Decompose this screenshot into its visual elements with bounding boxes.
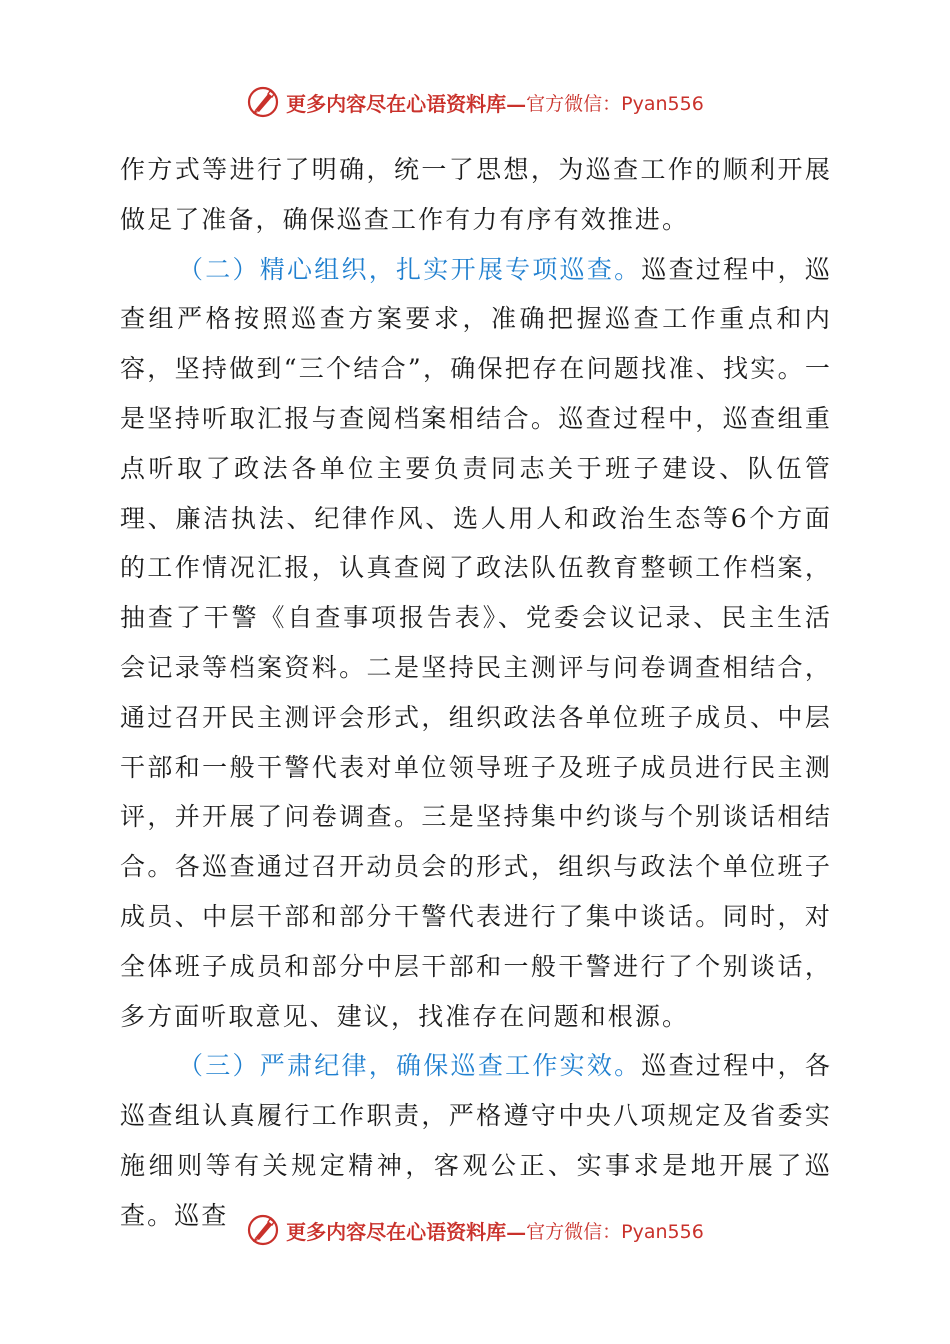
footer-banner-wechat: 官方微信：Pyan556: [526, 1220, 704, 1243]
paragraph-2: [120, 245, 832, 1042]
header-banner-wechat: 官方微信：Pyan556: [526, 92, 704, 115]
header-banner: [0, 82, 950, 122]
section-heading-3: （三）严肃纪律，确保巡查工作实效。: [178, 1051, 642, 1081]
paragraph-1: 作方式等进行了明确，统一了思想，为巡查工作的顺利开展做足了准备，确保巡查工作有力有序有效推进。: [120, 155, 832, 234]
footer-banner-text: [286, 1216, 704, 1245]
pen-logo-icon: [246, 85, 280, 119]
footer-banner-main: 更多内容尽在心语资料库—: [286, 1219, 527, 1244]
pen-logo-icon: [246, 1213, 280, 1247]
document-body: [120, 145, 832, 1241]
header-banner-main: 更多内容尽在心语资料库—: [286, 91, 527, 116]
paragraph-3-text: 巡查过程中，各巡查组认真履行工作职责，严格遵守中央八项规定及省委实施细则等有关规定精神，客观公正、实事求是地开展了巡查。巡查: [120, 1051, 832, 1230]
footer-banner: [0, 1210, 950, 1250]
paragraph-2-text: 巡查过程中，巡查组严格按照巡查方案要求，准确把握巡查工作重点和内容，坚持做到“三个结合”，确保把存在问题找准、找实。一是坚持听取汇报与查阅档案相结合。巡查过程中，巡查组重点听取了政法各单位主要负责同志关于班子建设、队伍管理、廉洁执法、纪律作风、选人用人和政治生态等6个方面的工作情况汇报，认真查阅了政法队伍教育整顿工作档案，抽查了干警《自查事项报告表》、党委会议记录、民主生活会记录等档案资料。二是坚持民主测评与问卷调查相结合，通过召开民主测评会形式，组织政法各单位班子成员、中层干部和一般干警代表对单位领导班子及班子成员进行民主测评，并开展了问卷调查。三是坚持集中约谈与个别谈话相结合。各巡查通过召开动员会的形式，组织与政法个单位班子成员、中层干部和部分干警代表进行了集中谈话。同时，对全体班子成员和部分中层干部和一般干警进行了个别谈话，多方面听取意见、建议，找准存在问题和根源。: [120, 254, 832, 1031]
header-banner-text: [286, 88, 704, 117]
section-heading-2: （二）精心组织，扎实开展专项巡查。: [178, 254, 642, 284]
